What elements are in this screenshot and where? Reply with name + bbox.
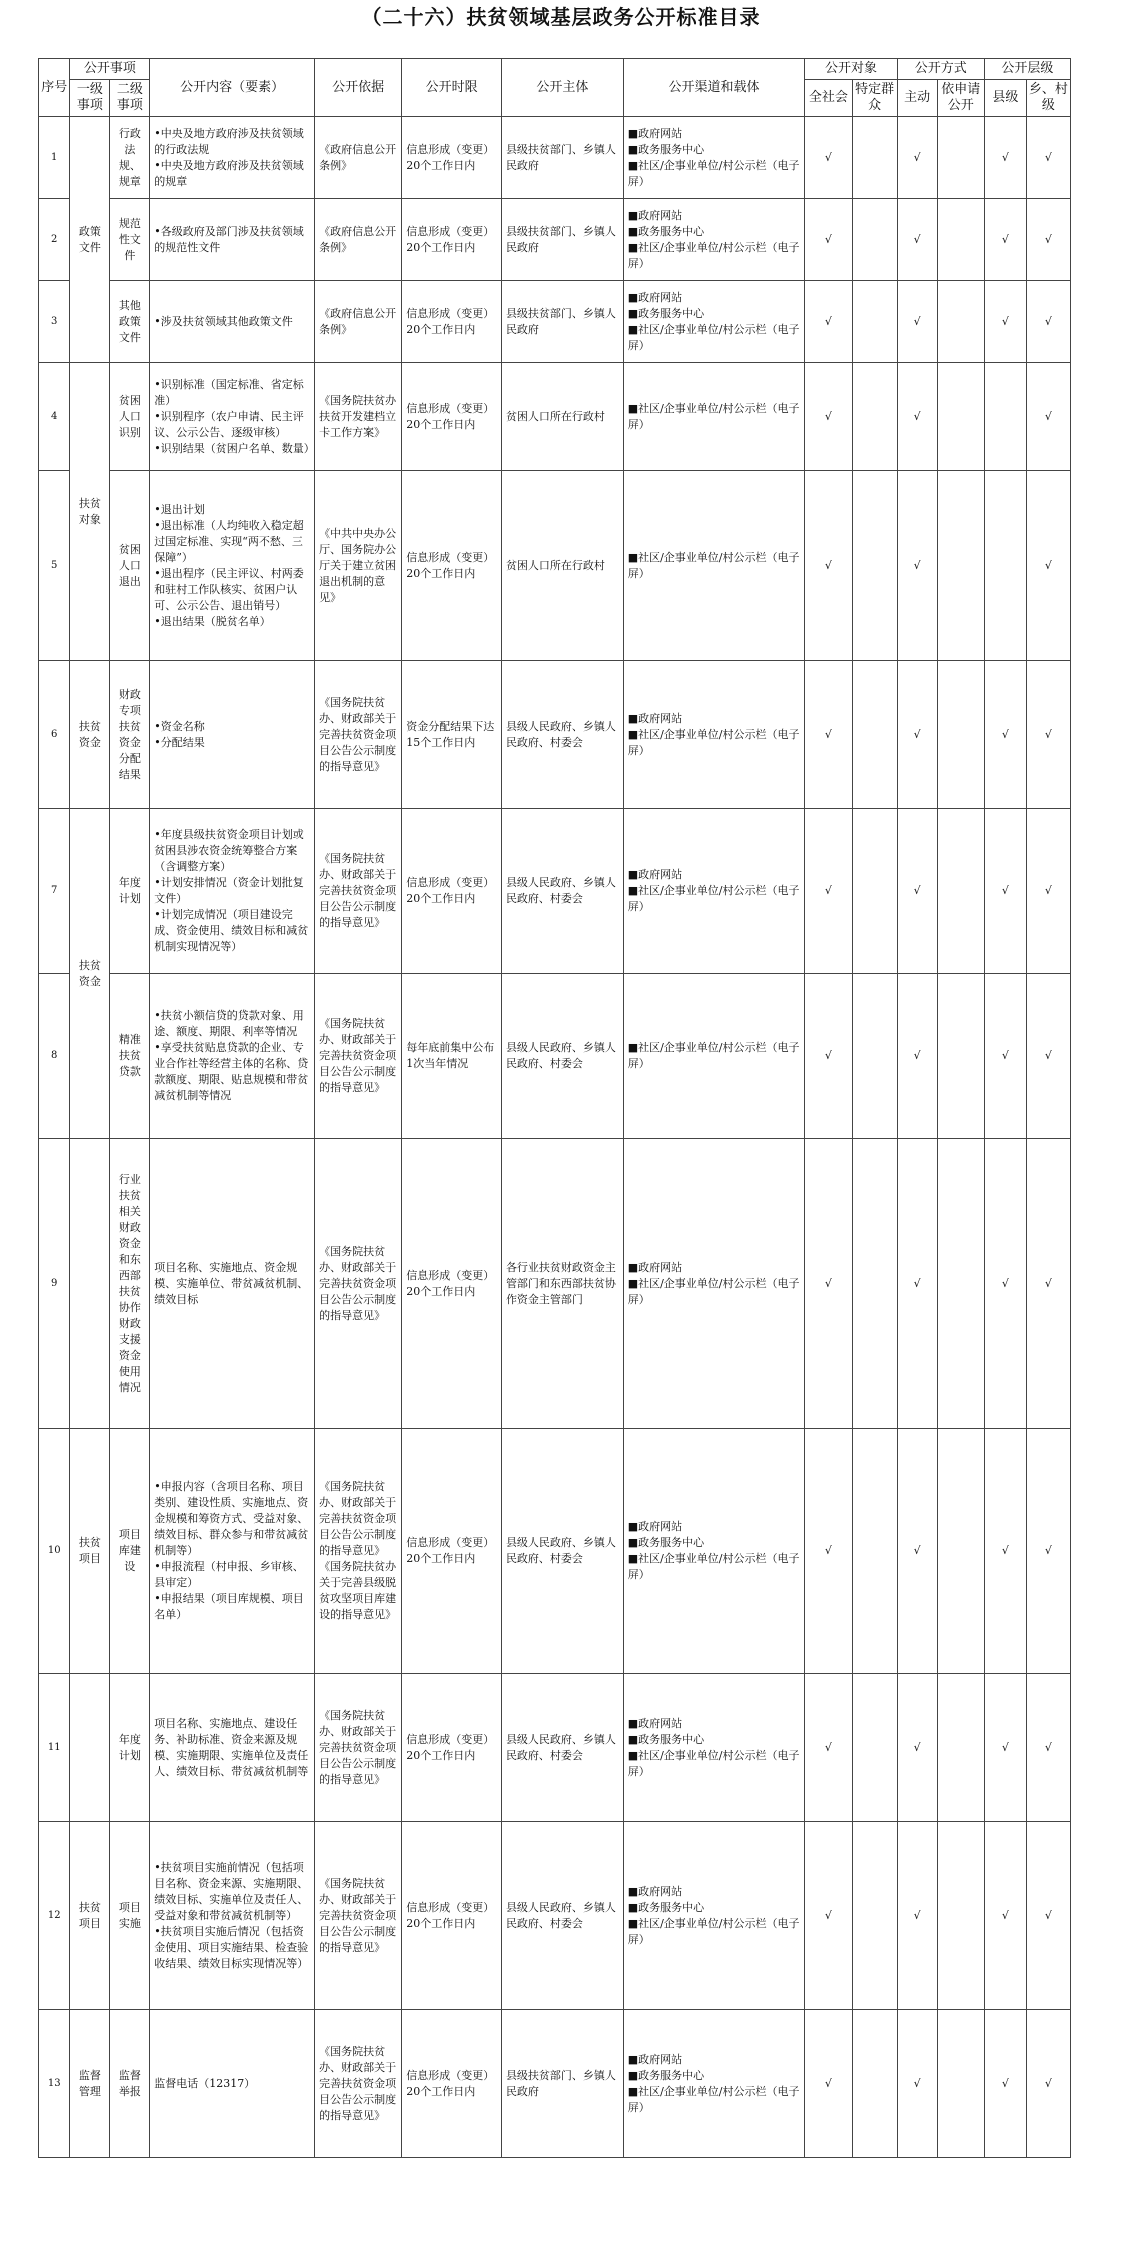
row-number: 6: [39, 661, 70, 809]
check-specific-group: [852, 974, 897, 1139]
col-audience: 公开对象: [805, 59, 897, 80]
subject-cell: 县级扶贫部门、乡镇人民政府: [501, 199, 623, 281]
content-item: •扶贫项目实施前情况（包括项目名称、资金来源、实施期限、绩效目标、实施单位及责任人、受益对象和带贫减贫机制等）: [154, 1860, 309, 1922]
check-county: √: [984, 661, 1026, 809]
check-township-village: √: [1026, 1674, 1070, 1822]
row-number: 4: [39, 363, 70, 471]
channel-cell: [623, 281, 805, 363]
content-cell: [150, 809, 315, 974]
level2-cell: 年度计划: [110, 1674, 150, 1822]
basis-cell: 《国务院扶贫办、财政部关于完善扶贫资金项目公告公示制度的指导意见》: [315, 1822, 402, 2010]
check-specific-group: [852, 1429, 897, 1674]
row-number: 9: [39, 1139, 70, 1429]
content-item: •识别程序（农户申请、民主评议、公示公告、逐级审核）: [154, 409, 304, 439]
col-subject: 公开主体: [501, 59, 623, 117]
content-item: •分配结果: [154, 735, 205, 749]
channel-item: ■政府网站: [627, 868, 683, 881]
col-county: 县级: [984, 80, 1026, 117]
table-row: [39, 117, 1071, 199]
content-item: •计划安排情况（资金计划批复文件）: [154, 876, 304, 905]
level2-cell: 其他政策文件: [110, 281, 150, 363]
check-on-request: [937, 661, 984, 809]
check-specific-group: [852, 1822, 897, 2010]
level2-cell: 监督举报: [110, 2010, 150, 2158]
subject-cell: 贫困人口所在行政村: [501, 363, 623, 471]
table-row: [39, 1429, 1071, 1674]
check-whole-society: √: [805, 117, 852, 199]
table-row: [39, 809, 1071, 974]
level2-cell: 项目实施: [110, 1822, 150, 2010]
content-item: •识别结果（贫困户名单、数量）: [154, 441, 315, 455]
check-specific-group: [852, 199, 897, 281]
check-whole-society: √: [805, 974, 852, 1139]
check-on-request: [937, 1429, 984, 1674]
table-row: [39, 974, 1071, 1139]
content-cell: [150, 661, 315, 809]
channel-cell: [623, 1139, 805, 1429]
content-cell: [150, 2010, 315, 2158]
check-township-village: √: [1026, 1822, 1070, 2010]
content-item: •扶贫小额信贷的贷款对象、用途、额度、期限、利率等情况: [154, 1009, 304, 1038]
level1-cell: 扶贫项目: [70, 1822, 110, 2010]
content-cell: [150, 281, 315, 363]
check-specific-group: [852, 1139, 897, 1429]
level1-cell: 扶贫对象: [70, 363, 110, 661]
check-specific-group: [852, 471, 897, 661]
check-township-village: √: [1026, 199, 1070, 281]
basis-cell: 《政府信息公开条例》: [315, 199, 402, 281]
channel-cell: [623, 363, 805, 471]
channel-item: ■社区/企事业单位/村公示栏（电子屏）: [627, 727, 800, 757]
col-whole-society: 全社会: [805, 80, 852, 117]
channel-item: ■政务服务中心: [627, 306, 705, 320]
channel-item: ■政府网站: [627, 126, 683, 140]
level2-cell: 行业扶贫相关财政资金和东西部扶贫协作财政支援资金使用情况: [110, 1139, 150, 1429]
content-item: •年度县级扶贫资金项目计划或贫困县涉农资金统筹整合方案（含调整方案）: [154, 828, 304, 873]
check-township-village: √: [1026, 974, 1070, 1139]
check-on-request: [937, 974, 984, 1139]
level1-cell: 扶贫资金: [70, 661, 110, 809]
subject-cell: 县级扶贫部门、乡镇人民政府: [501, 281, 623, 363]
check-whole-society: √: [805, 1822, 852, 2010]
check-whole-society: √: [805, 1429, 852, 1674]
page-title: （二十六）扶贫领域基层政务公开标准目录: [361, 5, 761, 29]
level1-cell: 政策文件: [70, 117, 110, 363]
level2-cell: 年度计划: [110, 809, 150, 974]
check-active: √: [897, 1674, 937, 1822]
check-township-village: √: [1026, 661, 1070, 809]
content-item: •扶贫项目实施后情况（包括资金使用、项目实施结果、检查验收结果、绩效目标实现情况等）: [154, 1924, 309, 1970]
content-item: 监督电话（12317）: [154, 2076, 256, 2090]
check-active: √: [897, 974, 937, 1139]
content-item: •计划完成情况（项目建设完成、资金使用、绩效目标和减贫机制实现情况等）: [154, 908, 309, 953]
basis-cell: 《国务院扶贫办、财政部关于完善扶贫资金项目公告公示制度的指导意见》: [315, 974, 402, 1139]
channel-cell: [623, 199, 805, 281]
table-row: [39, 1674, 1071, 1822]
col-channel: 公开渠道和载体: [623, 59, 805, 117]
check-township-village: √: [1026, 2010, 1070, 2158]
channel-item: ■社区/企事业单位/村公示栏（电子屏）: [627, 1552, 800, 1581]
channel-cell: [623, 1674, 805, 1822]
content-item: •涉及扶贫领域其他政策文件: [154, 314, 293, 328]
check-specific-group: [852, 1674, 897, 1822]
row-number: 11: [39, 1674, 70, 1822]
time-cell: 信息形成（变更）20个工作日内: [402, 1822, 502, 2010]
check-specific-group: [852, 363, 897, 471]
check-county: √: [984, 281, 1026, 363]
subject-cell: 县级人民政府、乡镇人民政府、村委会: [501, 1674, 623, 1822]
check-on-request: [937, 2010, 984, 2158]
channel-item: ■政务服务中心: [627, 142, 705, 156]
time-cell: 信息形成（变更）20个工作日内: [402, 809, 502, 974]
check-whole-society: √: [805, 2010, 852, 2158]
channel-item: ■政府网站: [627, 2052, 683, 2066]
check-whole-society: √: [805, 1139, 852, 1429]
content-item: •申报流程（村申报、乡审核、县审定）: [154, 1560, 304, 1589]
check-county: √: [984, 117, 1026, 199]
basis-cell: 《政府信息公开条例》: [315, 281, 402, 363]
row-number: 8: [39, 974, 70, 1139]
content-item: •申报内容（含项目名称、项目类别、建设性质、实施地点、资金规模和筹资方式、受益对象、绩效目标、群众参与和带贫减贫机制等）: [154, 1480, 309, 1557]
level2-cell: 贫困人口识别: [110, 363, 150, 471]
content-cell: [150, 974, 315, 1139]
channel-item: ■政务服务中心: [627, 224, 705, 238]
time-cell: 信息形成（变更）20个工作日内: [402, 1139, 502, 1429]
channel-cell: [623, 809, 805, 974]
check-active: √: [897, 809, 937, 974]
check-township-village: √: [1026, 1139, 1070, 1429]
row-number: 5: [39, 471, 70, 661]
check-on-request: [937, 471, 984, 661]
col-level2: 二级事项: [110, 80, 150, 117]
check-specific-group: [852, 809, 897, 974]
table-row: [39, 1822, 1071, 2010]
content-cell: [150, 1674, 315, 1822]
level2-cell: 项目库建设: [110, 1429, 150, 1674]
channel-item: ■政府网站: [627, 1716, 683, 1730]
channel-item: ■社区/企事业单位/村公示栏（电子屏）: [627, 158, 800, 188]
subject-cell: 县级人民政府、乡镇人民政府、村委会: [501, 974, 623, 1139]
table-row: [39, 281, 1071, 363]
col-time: 公开时限: [402, 59, 502, 117]
basis-cell: 《国务院扶贫办扶贫开发建档立卡工作方案》: [315, 363, 402, 471]
check-active: √: [897, 199, 937, 281]
channel-item: ■社区/企事业单位/村公示栏（电子屏）: [627, 240, 800, 270]
check-specific-group: [852, 661, 897, 809]
col-active: 主动: [897, 80, 937, 117]
time-cell: 信息形成（变更）20个工作日内: [402, 363, 502, 471]
subject-cell: 县级扶贫部门、乡镇人民政府: [501, 117, 623, 199]
check-active: √: [897, 1822, 937, 2010]
check-active: √: [897, 661, 937, 809]
time-cell: 信息形成（变更）20个工作日内: [402, 2010, 502, 2158]
subject-cell: 县级人民政府、乡镇人民政府、村委会: [501, 1429, 623, 1674]
level1-cell: [70, 1674, 110, 1822]
check-on-request: [937, 809, 984, 974]
channel-item: ■政府网站: [627, 1260, 683, 1274]
check-whole-society: √: [805, 281, 852, 363]
header-row-1: [39, 59, 1071, 80]
time-cell: 信息形成（变更）20个工作日内: [402, 1429, 502, 1674]
check-township-village: √: [1026, 363, 1070, 471]
channel-item: ■政务服务中心: [627, 1900, 705, 1914]
row-number: 10: [39, 1429, 70, 1674]
subject-cell: 县级人民政府、乡镇人民政府、村委会: [501, 809, 623, 974]
subject-cell: 贫困人口所在行政村: [501, 471, 623, 661]
channel-item: ■社区/企事业单位/村公示栏（电子屏）: [627, 2084, 800, 2114]
time-cell: 资金分配结果下达15个工作日内: [402, 661, 502, 809]
basis-cell: 《政府信息公开条例》: [315, 117, 402, 199]
content-item: •识别标准（国定标准、省定标准）: [154, 377, 304, 407]
level2-cell: 贫困人口退出: [110, 471, 150, 661]
channel-item: ■政府网站: [627, 1520, 683, 1533]
time-cell: 每年底前集中公布1次当年情况: [402, 974, 502, 1139]
basis-cell: 《国务院扶贫办、财政部关于完善扶贫资金项目公告公示制度的指导意见》: [315, 1139, 402, 1429]
check-whole-society: √: [805, 199, 852, 281]
channel-item: ■政务服务中心: [627, 2068, 705, 2082]
check-active: √: [897, 117, 937, 199]
check-active: √: [897, 1429, 937, 1674]
check-specific-group: [852, 2010, 897, 2158]
channel-item: ■政府网站: [627, 208, 683, 222]
check-on-request: [937, 363, 984, 471]
level2-cell: 财政专项扶贫资金分配结果: [110, 661, 150, 809]
catalog-table: [38, 58, 1071, 2158]
col-basis: 公开依据: [315, 59, 402, 117]
subject-cell: 县级扶贫部门、乡镇人民政府: [501, 2010, 623, 2158]
channel-item: ■政府网站: [627, 290, 683, 304]
content-cell: [150, 363, 315, 471]
content-item: •退出计划: [154, 502, 205, 516]
col-on-request: 依申请公开: [937, 80, 984, 117]
check-township-village: √: [1026, 1429, 1070, 1674]
channel-cell: [623, 661, 805, 809]
basis-cell: 《国务院扶贫办、财政部关于完善扶贫资金项目公告公示制度的指导意见》《国务院扶贫办关于完善县级脱贫攻坚项目库建设的指导意见》: [315, 1429, 402, 1674]
channel-cell: [623, 471, 805, 661]
col-content: 公开内容（要素）: [150, 59, 315, 117]
basis-cell: 《国务院扶贫办、财政部关于完善扶贫资金项目公告公示制度的指导意见》: [315, 2010, 402, 2158]
check-on-request: [937, 281, 984, 363]
content-item: •各级政府及部门涉及扶贫领域的规范性文件: [154, 224, 304, 254]
check-specific-group: [852, 281, 897, 363]
time-cell: 信息形成（变更）20个工作日内: [402, 1674, 502, 1822]
col-mode: 公开方式: [897, 59, 984, 80]
level1-cell: 监督管理: [70, 2010, 110, 2158]
check-county: √: [984, 2010, 1026, 2158]
check-whole-society: √: [805, 471, 852, 661]
channel-item: ■社区/企事业单位/村公示栏（电子屏）: [627, 1748, 800, 1778]
channel-item: ■政府网站: [627, 1884, 683, 1898]
content-item: 项目名称、实施地点、建设任务、补助标准、资金来源及规模、实施期限、实施单位及责任人、绩效目标、带贫减贫机制等: [154, 1716, 309, 1778]
col-specific-group: 特定群众: [852, 80, 897, 117]
channel-item: ■社区/企事业单位/村公示栏（电子屏）: [627, 322, 800, 352]
check-county: √: [984, 1139, 1026, 1429]
col-level: 公开层级: [984, 59, 1070, 80]
content-cell: [150, 1139, 315, 1429]
check-active: √: [897, 363, 937, 471]
subject-cell: 县级人民政府、乡镇人民政府、村委会: [501, 1822, 623, 2010]
col-matter: 公开事项: [70, 59, 150, 80]
check-on-request: [937, 1822, 984, 2010]
level2-cell: 行政法规、规章: [110, 117, 150, 199]
check-whole-society: √: [805, 363, 852, 471]
channel-item: ■社区/企事业单位/村公示栏（电子屏）: [627, 884, 800, 913]
check-active: √: [897, 281, 937, 363]
check-county: [984, 363, 1026, 471]
level1-cell: 扶贫项目: [70, 1429, 110, 1674]
content-cell: [150, 1429, 315, 1674]
table-row: [39, 471, 1071, 661]
channel-cell: [623, 117, 805, 199]
check-county: √: [984, 1429, 1026, 1674]
channel-item: ■政务服务中心: [627, 1536, 705, 1549]
check-township-village: √: [1026, 471, 1070, 661]
row-number: 7: [39, 809, 70, 974]
check-on-request: [937, 199, 984, 281]
level2-cell: 规范性文件: [110, 199, 150, 281]
content-item: •退出标准（人均纯收入稳定超过国定标准、实现“两不愁、三保障”）: [154, 518, 304, 564]
table-row: [39, 1139, 1071, 1429]
table-row: [39, 363, 1071, 471]
channel-item: ■社区/企事业单位/村公示栏（电子屏）: [627, 1916, 800, 1946]
channel-cell: [623, 1822, 805, 2010]
table-row: [39, 2010, 1071, 2158]
basis-cell: 《国务院扶贫办、财政部关于完善扶贫资金项目公告公示制度的指导意见》: [315, 1674, 402, 1822]
row-number: 3: [39, 281, 70, 363]
content-cell: [150, 471, 315, 661]
check-active: √: [897, 471, 937, 661]
time-cell: 信息形成（变更）20个工作日内: [402, 281, 502, 363]
subject-cell: 县级人民政府、乡镇人民政府、村委会: [501, 661, 623, 809]
check-township-village: √: [1026, 281, 1070, 363]
content-item: 项目名称、实施地点、资金规模、实施单位、带贫减贫机制、绩效目标: [154, 1260, 309, 1306]
check-on-request: [937, 117, 984, 199]
channel-item: ■社区/企事业单位/村公示栏（电子屏）: [627, 1276, 800, 1306]
check-whole-society: √: [805, 661, 852, 809]
col-seq: 序号: [39, 59, 70, 117]
content-item: •享受扶贫贴息贷款的企业、专业合作社等经营主体的名称、贷款额度、期限、贴息规模和带贫减贫机制等情况: [154, 1041, 309, 1102]
check-on-request: [937, 1674, 984, 1822]
level1-cell: [70, 1139, 110, 1429]
check-county: √: [984, 1822, 1026, 2010]
table-row: [39, 661, 1071, 809]
basis-cell: 《中共中央办公厅、国务院办公厅关于建立贫困退出机制的意见》: [315, 471, 402, 661]
check-whole-society: √: [805, 809, 852, 974]
content-cell: [150, 117, 315, 199]
check-on-request: [937, 1139, 984, 1429]
content-item: •资金名称: [154, 719, 205, 733]
row-number: 2: [39, 199, 70, 281]
check-whole-society: √: [805, 1674, 852, 1822]
time-cell: 信息形成（变更）20个工作日内: [402, 117, 502, 199]
time-cell: 信息形成（变更）20个工作日内: [402, 199, 502, 281]
channel-cell: [623, 2010, 805, 2158]
content-item: •中央及地方政府涉及扶贫领域的行政法规: [154, 126, 304, 156]
content-item: •退出结果（脱贫名单）: [154, 614, 271, 628]
channel-cell: [623, 1429, 805, 1674]
channel-cell: [623, 974, 805, 1139]
check-township-village: √: [1026, 117, 1070, 199]
check-active: √: [897, 2010, 937, 2158]
table-row: [39, 199, 1071, 281]
row-number: 13: [39, 2010, 70, 2158]
level1-cell: 扶贫资金: [70, 809, 110, 1139]
col-township-village: 乡、村级: [1026, 80, 1070, 117]
col-level1: 一级事项: [70, 80, 110, 117]
check-township-village: √: [1026, 809, 1070, 974]
check-county: √: [984, 809, 1026, 974]
check-county: √: [984, 974, 1026, 1139]
channel-item: ■社区/企事业单位/村公示栏（电子屏）: [627, 401, 800, 431]
subject-cell: 各行业扶贫财政资金主管部门和东西部扶贫协作资金主管部门: [501, 1139, 623, 1429]
basis-cell: 《国务院扶贫办、财政部关于完善扶贫资金项目公告公示制度的指导意见》: [315, 809, 402, 974]
row-number: 1: [39, 117, 70, 199]
content-item: •退出程序（民主评议、村两委和驻村工作队核实、贫困户认可、公示公告、退出销号）: [154, 566, 304, 612]
content-cell: [150, 1822, 315, 2010]
check-county: [984, 471, 1026, 661]
content-item: •申报结果（项目库规模、项目名单）: [154, 1592, 304, 1621]
level2-cell: 精准扶贫贷款: [110, 974, 150, 1139]
channel-item: ■社区/企事业单位/村公示栏（电子屏）: [627, 1041, 800, 1070]
channel-item: ■社区/企事业单位/村公示栏（电子屏）: [627, 550, 800, 580]
channel-item: ■政府网站: [627, 711, 683, 725]
time-cell: 信息形成（变更）20个工作日内: [402, 471, 502, 661]
basis-cell: 《国务院扶贫办、财政部关于完善扶贫资金项目公告公示制度的指导意见》: [315, 661, 402, 809]
check-county: √: [984, 1674, 1026, 1822]
check-specific-group: [852, 117, 897, 199]
row-number: 12: [39, 1822, 70, 2010]
check-county: √: [984, 199, 1026, 281]
channel-item: ■政务服务中心: [627, 1732, 705, 1746]
content-item: •中央及地方政府涉及扶贫领域的规章: [154, 158, 304, 188]
content-cell: [150, 199, 315, 281]
check-active: √: [897, 1139, 937, 1429]
